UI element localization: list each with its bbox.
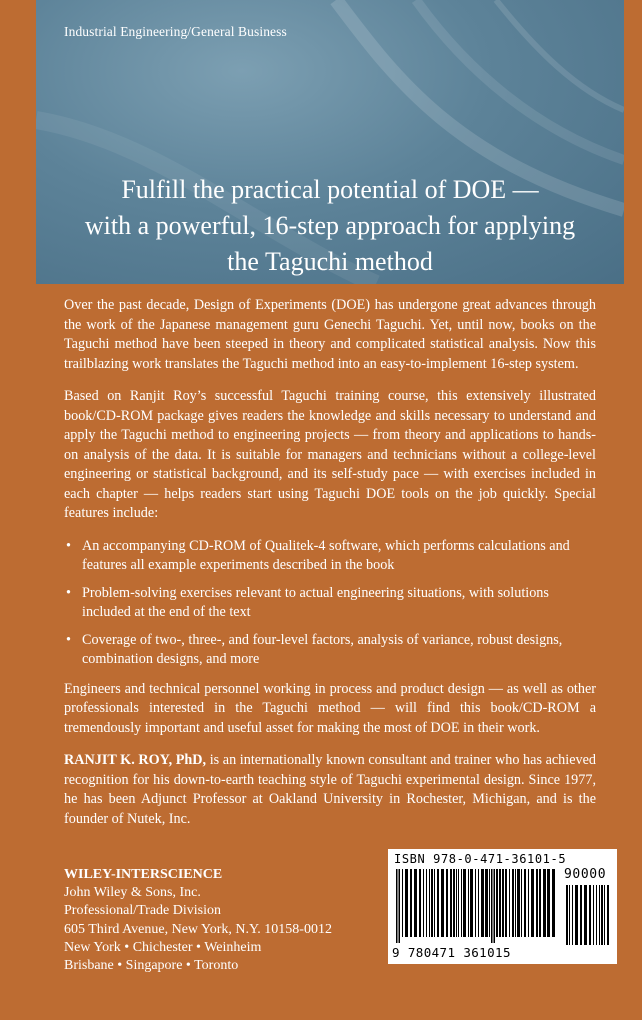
barcode-bar	[515, 869, 516, 937]
publisher-line: Brisbane • Singapore • Toronto	[64, 958, 239, 974]
barcode-bar	[584, 885, 587, 945]
barcode-bar	[450, 869, 452, 937]
barcode-bar	[543, 869, 546, 937]
author-name: RANJIT K. ROY, PhD,	[64, 752, 207, 768]
barcode-bar	[604, 885, 605, 945]
barcode-bar	[478, 869, 479, 937]
headline-line: the Taguchi method	[227, 247, 433, 276]
publisher-line: New York • Chichester • Weinheim	[64, 939, 262, 955]
ean-barcode	[394, 869, 558, 945]
barcode-bar	[463, 869, 466, 937]
barcode-bar	[593, 885, 594, 945]
isbn-label: ISBN 978-0-471-36101-5	[394, 852, 567, 866]
barcode-bar	[536, 869, 538, 937]
publisher-line: John Wiley & Sons, Inc.	[64, 885, 201, 901]
course-paragraph: Based on Ranjit Roy’s successful Taguchi training course, this extensively illustrated book/CD-ROM package gives readers the knowledge and skills necessary to understand and apply the Taguchi method to engineering projects — from theory and applications to hands-on analysis of the data. It is suitable for managers and technicians without a college-level engineering or statistical background, and its self-study pace — with exercises included in each chapter — helps readers start using Taguchi DOE tools on the job quickly. Special features include:	[64, 388, 596, 521]
barcode-bar	[601, 885, 603, 945]
barcode-bar	[580, 885, 582, 945]
barcode-bar	[405, 869, 408, 937]
barcode-bar	[437, 869, 439, 937]
barcode-bar	[521, 869, 522, 937]
barcode-bar	[426, 869, 427, 937]
barcode-bar	[552, 869, 555, 937]
publisher-line: Professional/Trade Division	[64, 903, 221, 919]
barcode-bar	[569, 885, 570, 945]
intro-paragraph: Over the past decade, Design of Experiments (DOE) has undergone great advances through the work of the Japanese management guru Genechi Taguchi. Yet, until now, books on the Taguchi method have been steeped in theory and complicated statistical analysis. Now this trailblazing work translates the Taguchi method into an easy-to-implement 16-step system.	[64, 297, 596, 372]
description	[64, 296, 596, 842]
publisher-name: WILEY-INTERSCIENCE	[64, 867, 223, 882]
barcode-bar	[461, 869, 462, 937]
barcode-bar	[446, 869, 448, 937]
barcode-bar	[410, 869, 412, 937]
barcode-bar	[423, 869, 424, 937]
feature-text: Problem-solving exercises relevant to actual engineering situations, with solutions included at the end of the text	[82, 584, 549, 620]
barcode-bar	[491, 869, 493, 943]
headline-line: Fulfill the practical potential of DOE —	[121, 175, 539, 204]
category-label: Industrial Engineering/General Business	[64, 24, 287, 39]
barcode-bar	[470, 869, 473, 937]
barcode-bar	[494, 869, 496, 943]
publisher-line: 605 Third Avenue, New York, N.Y. 10158-0012	[64, 921, 332, 937]
barcode-bar	[396, 869, 398, 943]
barcode-bar	[499, 869, 501, 937]
barcode-bar	[481, 869, 484, 937]
barcode-bar	[531, 869, 534, 937]
barcode-bar	[599, 885, 600, 945]
list-item	[64, 584, 596, 623]
feature-text: An accompanying CD-ROM of Qualitek-4 software, which performs calculations and features all example experiments described in the book	[82, 537, 570, 573]
barcode-bar	[502, 869, 504, 937]
barcode-bar	[505, 869, 507, 937]
ean-digits: 9 780471 361015	[392, 945, 511, 960]
barcode-bar	[458, 869, 459, 937]
barcode-bar	[468, 869, 469, 937]
features-list	[64, 537, 596, 670]
barcode-bar	[607, 885, 609, 945]
barcode-bar	[402, 869, 403, 937]
barcode-bar	[566, 885, 568, 945]
bullet-icon: •	[66, 537, 71, 554]
header-banner	[36, 0, 624, 284]
barcode-bar	[539, 869, 541, 937]
bullet-icon: •	[66, 584, 71, 601]
barcode-bar	[419, 869, 421, 937]
barcode-bar	[434, 869, 435, 937]
barcode-bar	[441, 869, 444, 937]
barcode-bar	[485, 869, 488, 937]
barcode-bar	[453, 869, 455, 937]
barcode-bar	[475, 869, 476, 937]
barcode-bar	[399, 869, 401, 943]
author-bio: is an internationally known consultant and trainer who has achieved recognition for his down-to-earth teaching style of Taguchi experimental design. Since 1977, he has been Adjunct Professor at Oakland University in Rochester, Michigan, and is the founder of Nutek, Inc.	[64, 752, 596, 827]
price-code: 90000	[564, 867, 607, 882]
bullet-icon: •	[66, 631, 71, 648]
barcode-bar	[589, 885, 591, 945]
feature-text: Coverage of two-, three-, and four-level factors, analysis of variance, robust designs, combination designs, and more	[82, 631, 563, 667]
headline-line: with a powerful, 16-step approach for applying	[84, 211, 576, 240]
addon-barcode	[564, 885, 612, 957]
audience-paragraph: Engineers and technical personnel working in process and product design — as well as other professionals interested in the Taguchi method — will find this book/CD-ROM a tremendously important and useful asset for making the most of DOE in their work.	[64, 680, 596, 736]
barcode-bar	[596, 885, 597, 945]
barcode-bar	[524, 869, 526, 937]
barcode-bar	[528, 869, 529, 937]
barcode-bar	[431, 869, 433, 937]
barcode-bar	[496, 869, 498, 937]
list-item	[64, 631, 596, 670]
barcode-bar	[512, 869, 514, 937]
publisher-block	[64, 866, 332, 975]
barcode-bar	[575, 885, 578, 945]
author-paragraph	[64, 751, 596, 829]
barcode-bar	[509, 869, 510, 937]
barcode-bar	[547, 869, 550, 937]
barcode-panel	[388, 849, 617, 964]
list-item	[64, 537, 596, 576]
barcode-bar	[572, 885, 573, 945]
barcode-bar	[489, 869, 490, 937]
barcode-bar	[517, 869, 520, 937]
barcode-bar	[429, 869, 430, 937]
barcode-bar	[456, 869, 457, 937]
headline	[36, 172, 624, 280]
barcode-bar	[414, 869, 417, 937]
